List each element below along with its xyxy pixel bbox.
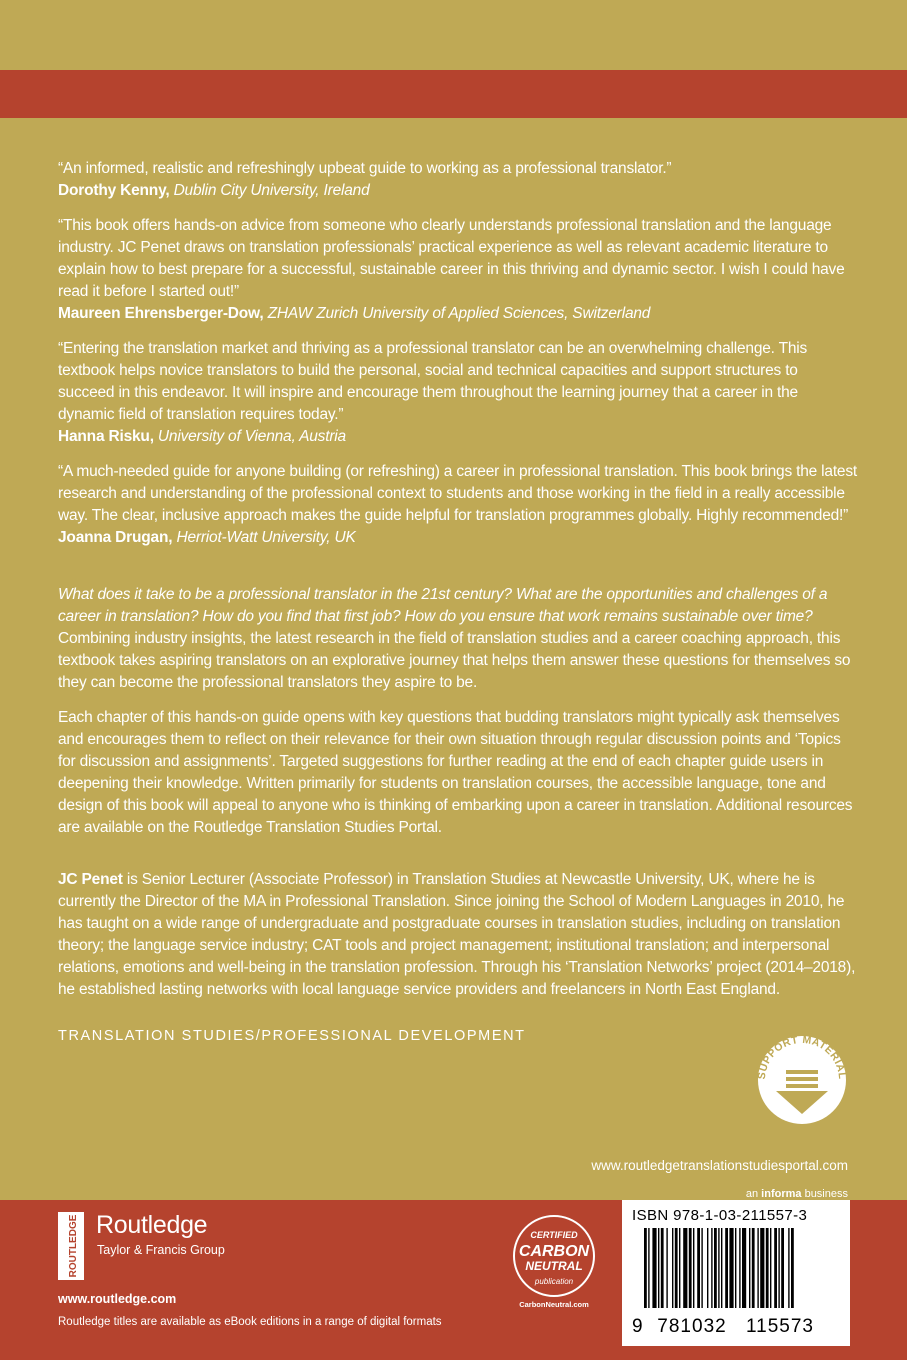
endorser-name: Joanna Drugan bbox=[58, 529, 169, 546]
barcode-digits-right: 115573 bbox=[746, 1316, 814, 1337]
subject-category: TRANSLATION STUDIES/PROFESSIONAL DEVELOPMENT bbox=[58, 1028, 526, 1044]
barcode-bar bbox=[718, 1228, 719, 1308]
barcode-bar bbox=[774, 1228, 777, 1308]
barcode-bar bbox=[752, 1228, 755, 1308]
barcode-bar bbox=[658, 1228, 659, 1308]
barcode-bar bbox=[701, 1228, 702, 1308]
publisher-group: Taylor & Francis Group bbox=[97, 1243, 225, 1257]
endorser-affiliation: Dublin City University, Ireland bbox=[173, 182, 370, 199]
endorser-name: Maureen Ehrensberger-Dow bbox=[58, 305, 260, 322]
endorser-name: Dorothy Kenny bbox=[58, 182, 166, 199]
endorser-affiliation: Herriot-Watt University, UK bbox=[176, 529, 356, 546]
routledge-logo-icon bbox=[58, 1212, 84, 1280]
barcode-bar bbox=[729, 1228, 733, 1308]
isbn-label: ISBN 978-1-03-211557-3 bbox=[632, 1207, 808, 1224]
barcode-digits-left: 781032 bbox=[657, 1316, 727, 1337]
endorser-affiliation: University of Vienna, Austria bbox=[157, 428, 346, 445]
description-text: Combining industry insights, the latest research in the field of translation studies and a career coaching approach, this textbook takes aspiring translators on an explorative journey that helps them answer these questions for themselves so they can become the professional translators they aspire to be. bbox=[58, 630, 851, 691]
endorsement-quote bbox=[58, 158, 858, 202]
author-name: JC Penet bbox=[58, 871, 123, 888]
endorsement-quote bbox=[58, 338, 858, 448]
barcode-bar bbox=[735, 1228, 736, 1308]
barcode-bar bbox=[661, 1228, 664, 1308]
barcode-bar bbox=[675, 1228, 678, 1308]
top-margin bbox=[0, 0, 907, 70]
carbon-neutral-seal bbox=[506, 1212, 602, 1308]
quote-text: “This book offers hands-on advice from someone who clearly understands professional translation and the language industry. JC Penet draws on translation professionals’ practical experience as well as relevant academic literature to explain how to best prepare for a successful, sustainable career in this thriving and dynamic sector. I wish I could have read it before I started out!” bbox=[58, 217, 845, 300]
barcode-bar bbox=[689, 1228, 692, 1308]
endorsement-quote bbox=[58, 461, 858, 549]
barcode-bar bbox=[766, 1228, 769, 1308]
barcode-bar bbox=[770, 1228, 771, 1308]
barcode-bar bbox=[778, 1228, 779, 1308]
publisher-url: www.routledge.com bbox=[58, 1292, 177, 1306]
barcode-bar bbox=[683, 1228, 687, 1308]
top-red-band bbox=[0, 70, 907, 118]
barcode-digits bbox=[630, 1310, 842, 1340]
barcode-bar bbox=[652, 1228, 656, 1308]
barcode-bar bbox=[742, 1228, 746, 1308]
endorser-name: Hanna Risku bbox=[58, 428, 150, 445]
barcode-bar bbox=[757, 1228, 758, 1308]
barcode-bar bbox=[721, 1228, 722, 1308]
barcode-bar bbox=[725, 1228, 728, 1308]
support-material-badge bbox=[753, 1028, 851, 1126]
barcode-bar bbox=[760, 1228, 764, 1308]
barcode-bar bbox=[697, 1228, 700, 1308]
isbn-barcode bbox=[622, 1200, 850, 1346]
informa-prefix: an bbox=[745, 1188, 762, 1200]
quote-attribution: Joanna Drugan, Herriot-Watt University, UK bbox=[58, 529, 356, 546]
quote-attribution: Hanna Risku, University of Vienna, Austria bbox=[58, 428, 346, 445]
barcode-bar bbox=[781, 1228, 784, 1308]
informa-tagline bbox=[746, 1188, 848, 1200]
seal-neutral: NEUTRAL bbox=[525, 1259, 583, 1273]
informa-suffix: business bbox=[801, 1188, 848, 1200]
cover-text bbox=[58, 158, 858, 1001]
logo-letters: ROUTLEDGE bbox=[68, 1214, 79, 1278]
endorsement-quote bbox=[58, 215, 858, 325]
seal-carbon: CARBON bbox=[518, 1243, 590, 1260]
barcode-bar bbox=[788, 1228, 789, 1308]
barcode-bar bbox=[791, 1228, 794, 1308]
quote-text: “An informed, realistic and refreshingly upbeat guide to working as a professional translator.” bbox=[58, 160, 672, 177]
endorser-affiliation: ZHAW Zurich University of Applied Sciences, Switzerland bbox=[267, 305, 651, 322]
description-paragraph bbox=[58, 584, 858, 694]
barcode-bar bbox=[749, 1228, 750, 1308]
author-bio bbox=[58, 869, 858, 1001]
carbon-neutral-url: CarbonNeutral.com bbox=[519, 1300, 589, 1309]
barcode-bar bbox=[711, 1228, 712, 1308]
barcode-bar bbox=[693, 1228, 694, 1308]
bio-text: is Senior Lecturer (Associate Professor) in Translation Studies at Newcastle University, UK, where he is currently the Director of the MA in Professional Translation. Since joining the School of Modern Languages in 2010, he has taught on a wide range of undergraduate and postgraduate courses in translation studies, including on translation theory; the language service industry; CAT tools and project management; institutional translation; and interpersonal relations, emotions and well-being in the translation profession. Through his ‘Translation Networks’ project (2014–2018), he established lasting networks with local language service providers and freelancers in North East England. bbox=[58, 871, 856, 998]
barcode-bar bbox=[679, 1228, 680, 1308]
barcode-bar bbox=[707, 1228, 708, 1308]
publisher-name: Routledge bbox=[96, 1211, 208, 1239]
barcode-digit-first: 9 bbox=[632, 1316, 644, 1337]
arrow-stripe bbox=[786, 1084, 818, 1088]
bio-paragraph bbox=[58, 869, 858, 1001]
badge-label: SUPPORT MATERIAL bbox=[755, 1033, 849, 1080]
quote-attribution: Maureen Ehrensberger-Dow, ZHAW Zurich University of Applied Sciences, Switzerland bbox=[58, 305, 651, 322]
description-paragraph: Each chapter of this hands-on guide opens with key questions that budding translators might typically ask themselves and encourages them to reflect on their relevance for their own situation through regular discussion points and ‘Topics for discussion and assignments’. Targeted suggestions for further reading at the end of each chapter guide users in deepening their knowledge. Written primarily for students on translation courses, the accessible language, tone and design of this book will appeal to anyone who is thinking of embarking upon a career in translation. Additional resources are available on the Routledge Translation Studies Portal. bbox=[58, 709, 853, 836]
book-description bbox=[58, 584, 858, 839]
description-questions: What does it take to be a professional translator in the 21st century? What are the opportunities and challenges of a career in translation? How do you find that first job? How do you ensure that work remains sustainable over time? bbox=[58, 586, 828, 625]
ebook-note: Routledge titles are available as eBook editions in a range of digital formats bbox=[58, 1316, 442, 1328]
quote-text: “A much-needed guide for anyone building (or refreshing) a career in professional translation. This book brings the latest research and understanding of the professional context to students and those working in the field in a really accessible way. The clear, inclusive approach makes the guide helpful for translation programmes globally. Highly recommended!” bbox=[58, 463, 858, 524]
informa-brand: informa bbox=[761, 1188, 802, 1200]
barcode-bar bbox=[648, 1228, 649, 1308]
arrow-stripe bbox=[786, 1077, 818, 1081]
quote-attribution: Dorothy Kenny, Dublin City University, Ireland bbox=[58, 182, 370, 199]
barcode-bar bbox=[739, 1228, 740, 1308]
barcode-bars bbox=[630, 1228, 842, 1308]
barcode-bar bbox=[666, 1228, 667, 1308]
seal-publication: publication bbox=[534, 1277, 574, 1286]
seal-certified: CERTIFIED bbox=[530, 1230, 578, 1240]
quote-text: “Entering the translation market and thriving as a professional translator can be an overwhelming challenge. This textbook helps novice translators to build the personal, social and technical capacities and support structures to succeed in this endeavor. It will inspire and encourage them throughout the learning journey that a career in the dynamic field of translation requires today.” bbox=[58, 340, 808, 423]
arrow-stripe bbox=[786, 1070, 818, 1074]
barcode-bar bbox=[672, 1228, 673, 1308]
portal-url: www.routledgetranslationstudiesportal.com bbox=[591, 1158, 848, 1173]
barcode-bar bbox=[714, 1228, 717, 1308]
barcode-bar bbox=[644, 1228, 647, 1308]
